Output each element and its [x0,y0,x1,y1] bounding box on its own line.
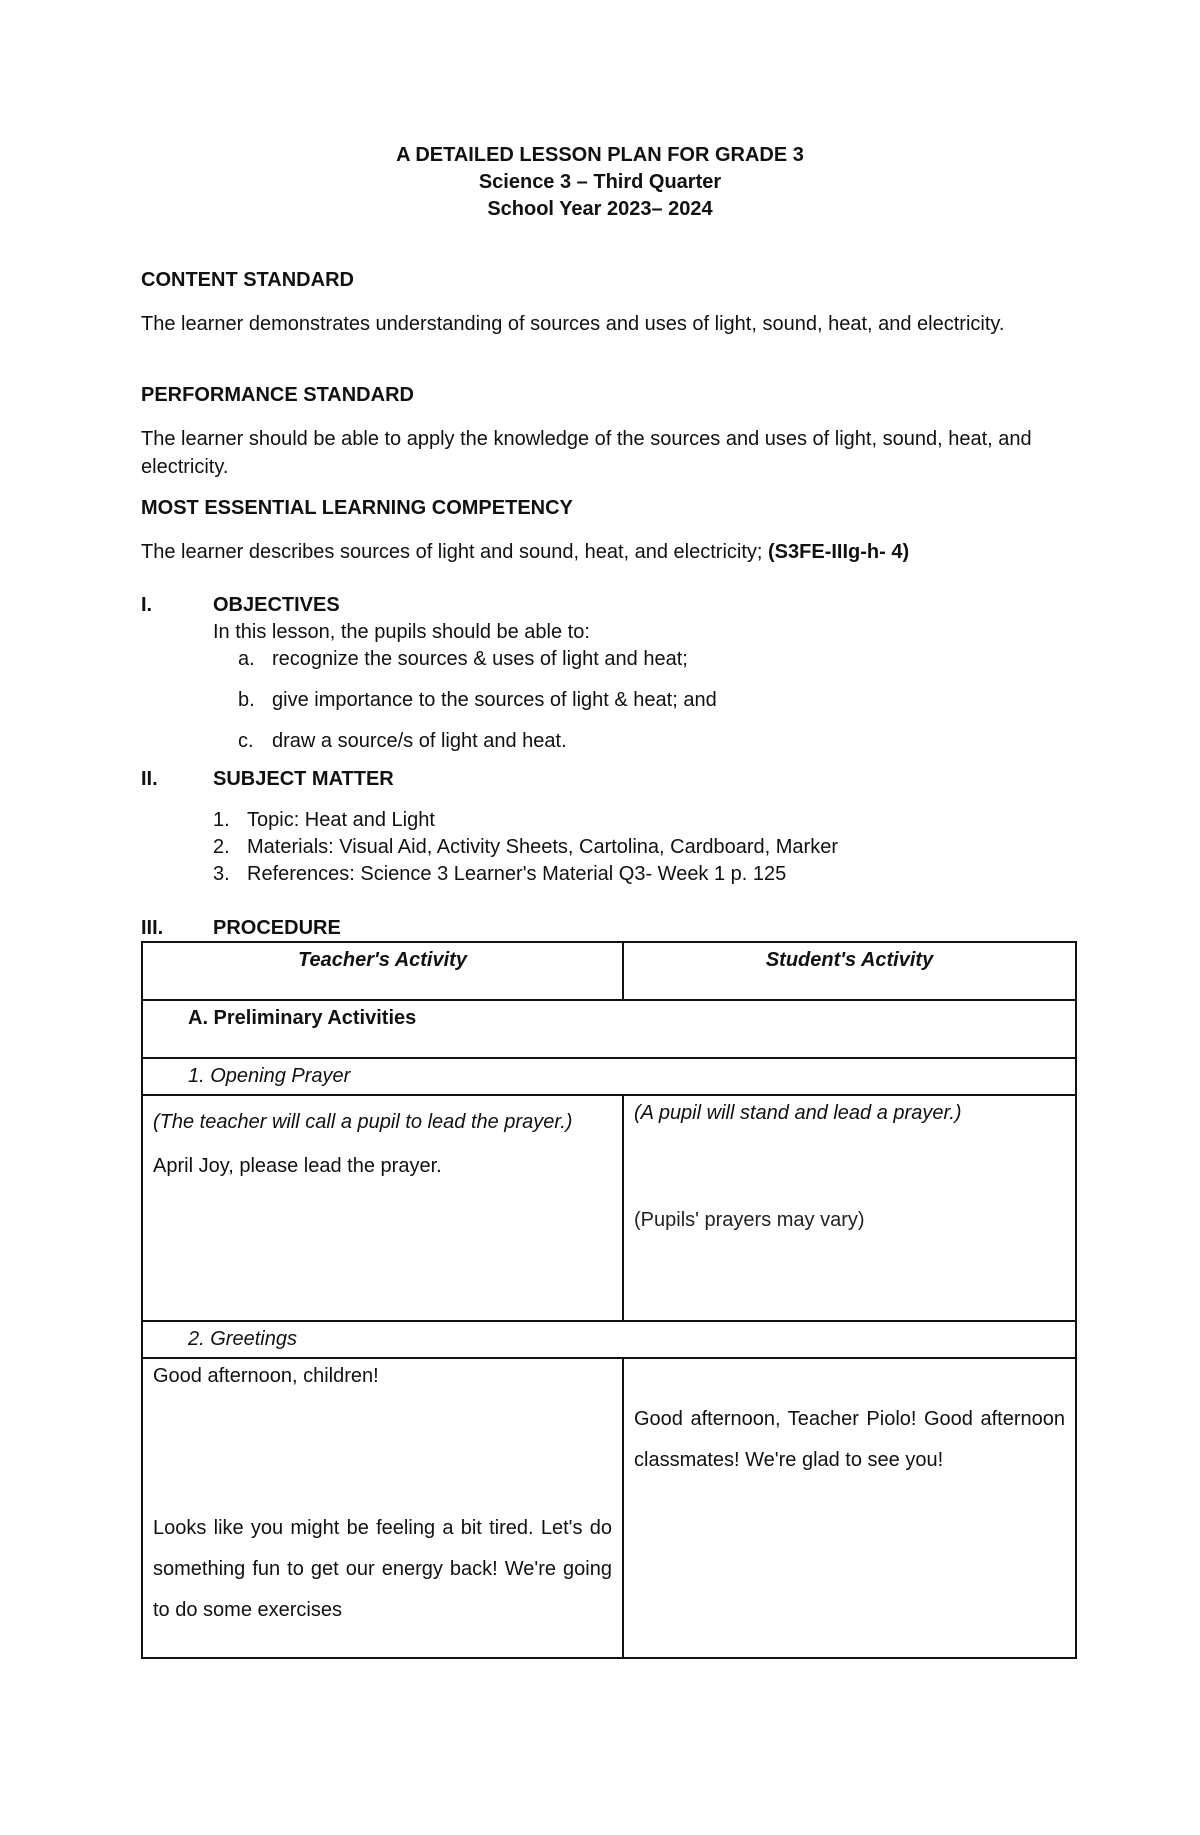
objective-marker: b. [238,689,255,711]
subject-matter-title: SUBJECT MATTER [213,768,394,790]
competency-text: The learner describes sources of light and sound, heat, and electricity; [141,541,769,563]
title-block [0,142,1200,223]
competency-heading: MOST ESSENTIAL LEARNING COMPETENCY [141,497,573,519]
competency-paragraph [141,538,1061,566]
table-header-row [142,942,1076,1000]
school-year: School Year 2023– 2024 [487,198,713,220]
preliminary-activities-heading: A. Preliminary Activities [142,1000,1076,1058]
objective-item [238,648,688,671]
greet-student-cell [623,1358,1076,1658]
greetings-label: 2. Greetings [142,1321,1076,1358]
greet-student-line: Good afternoon, Teacher Piolo! Good afternoon classmates! We're glad to see you! [634,1408,1065,1471]
procedure-heading [141,917,341,940]
subject-text: Materials: Visual Aid, Activity Sheets, Cartolina, Cardboard, Marker [247,836,838,858]
prayer-teacher-cell [142,1095,623,1321]
subject-marker: 2. [213,836,230,858]
greet-teacher-line-2: Looks like you might be feeling a bit tired. Let's do something fun to get our energy back! We're going to do some exercises [153,1517,612,1621]
table-row [142,1358,1076,1658]
subject-item [213,809,435,832]
prayer-teacher-note: (The teacher will call a pupil to lead the prayer.) [153,1111,573,1133]
greet-teacher-cell [142,1358,623,1658]
table-row [142,1000,1076,1058]
objective-text: recognize the sources & uses of light and heat; [272,648,688,670]
performance-standard-heading: PERFORMANCE STANDARD [141,384,414,406]
opening-prayer-label: 1. Opening Prayer [142,1058,1076,1095]
content-standard-text: The learner demonstrates understanding of sources and uses of light, sound, heat, and electricity. [141,313,1005,335]
teacher-column-header: Teacher's Activity [142,942,623,1000]
objectives-heading [141,594,340,617]
subject-marker: 3. [213,863,230,885]
document-title: A DETAILED LESSON PLAN FOR GRADE 3 [396,144,804,166]
subject-item [213,863,786,886]
table-row [142,1321,1076,1358]
subject-text: References: Science 3 Learner's Material Q3- Week 1 p. 125 [247,863,787,885]
objectives-number: I. [141,594,153,616]
prayer-student-line: (Pupils' prayers may vary) [634,1209,865,1231]
procedure-number: III. [141,917,164,939]
objective-marker: c. [238,730,254,752]
subject-marker: 1. [213,809,230,831]
objectives-title: OBJECTIVES [213,594,340,616]
performance-standard-text: The learner should be able to apply the knowledge of the sources and uses of light, sound, heat, and electricity. [141,428,1032,478]
subject-item [213,836,838,859]
prayer-teacher-line: April Joy, please lead the prayer. [153,1155,442,1177]
objective-text: give importance to the sources of light & heat; and [272,689,717,711]
table-row [142,1058,1076,1095]
subject-text: Topic: Heat and Light [247,809,435,831]
document-subtitle: Science 3 – Third Quarter [478,171,722,193]
procedure-table [141,941,1077,1659]
objective-item [238,730,567,753]
subject-matter-number: II. [141,768,158,790]
prayer-student-note: (A pupil will stand and lead a prayer.) [634,1102,962,1124]
table-row [142,1095,1076,1321]
objective-text: draw a source/s of light and heat. [272,730,567,752]
prayer-student-cell [623,1095,1076,1321]
procedure-title: PROCEDURE [213,917,341,939]
objective-item [238,689,717,712]
content-standard-heading: CONTENT STANDARD [141,269,354,291]
objectives-intro: In this lesson, the pupils should be able to: [213,621,590,643]
student-column-header: Student's Activity [623,942,1076,1000]
competency-code: (S3FE-IIIg-h- 4) [768,541,910,563]
objective-marker: a. [238,648,255,670]
greet-teacher-line-1: Good afternoon, children! [153,1365,379,1387]
subject-matter-heading [141,768,394,791]
